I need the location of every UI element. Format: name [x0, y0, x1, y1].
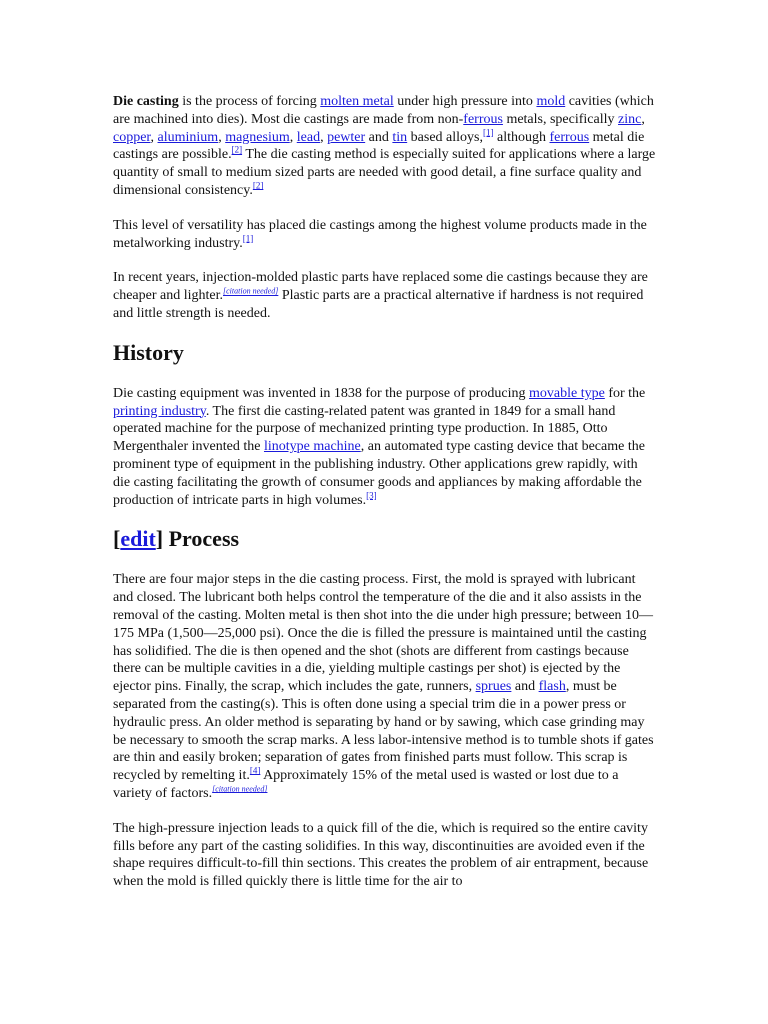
- heading-process: [113, 526, 658, 552]
- text: This level of versatility has placed die castings among the highest volume products made in the metalworking industry.: [113, 217, 647, 251]
- text: and: [511, 679, 539, 695]
- link-pewter[interactable]: pewter: [327, 129, 366, 145]
- text: based alloys,: [407, 129, 483, 145]
- text: Die casting equipment was invented in 1838 for the purpose of producing: [113, 385, 530, 401]
- ref-link[interactable]: [4]: [249, 765, 261, 776]
- text: The high-pressure injection leads to a quick fill of the die, which is required so the entire cavity fills before any part of the casting solidifies. In this way, discontinuities are avoided even if the shape requires difficult-to-fill thin sections. This creates the problem of air entrapment, because when the mold is filled quickly there is little time for the air to: [113, 820, 649, 890]
- link-ferrous-2[interactable]: ferrous: [549, 129, 590, 145]
- text: The die casting method is especially suited for applications where a large quantity of small to medium sized parts are needed with good detail, a fine surface quality and dimensional consistency.: [113, 147, 656, 198]
- process-paragraph-2: [113, 820, 658, 891]
- text: , an automated type casting device that became the prominent type of equipment in the publishing industry. Other applications grew rapidly, with die casting facilitating the growth of consumer goods and appliances by making affordable the production of intricate parts in high volumes.: [113, 439, 645, 508]
- text: ,: [320, 129, 328, 145]
- ref-link[interactable]: [1]: [242, 232, 254, 243]
- edit-bracket: [: [113, 526, 121, 552]
- citation-ref: [366, 490, 377, 500]
- citation-ref: [232, 145, 243, 155]
- text: for the: [604, 385, 646, 401]
- text: ,: [641, 111, 645, 127]
- heading-text: Process: [163, 526, 240, 552]
- text: . The first die casting-related patent was granted in 1849 for a small hand operated machine for the purpose of mechanized printing type production. In 1885, Otto Mergenthaler invented the: [113, 403, 616, 455]
- text: There are four major steps in the die casting process. First, the mold is sprayed with lubricant and closed. The lubricant both helps control the temperature of the die and it also assists in the removal of the casting. Molten metal is then shot into the die under high pressure; between 10—175 MPa (1,500—25,000 psi). Once the die is filled the pressure is maintained until the casting has solidified. The die is then opened and the shot (shots are different from castings because there can be multiple cavities in a die, yielding multiple castings per shot) is ejected by the ejector pins. Finally, the scrap, which includes the gate, runners,: [113, 572, 654, 695]
- link-ferrous[interactable]: ferrous: [463, 111, 503, 127]
- link-lead[interactable]: lead: [296, 129, 321, 145]
- history-paragraph: [113, 385, 658, 510]
- text: under high pressure into: [393, 94, 537, 109]
- citation-ref: [483, 127, 494, 137]
- text: metal die castings are possible.: [113, 129, 645, 163]
- link-printing-industry[interactable]: printing industry: [113, 403, 206, 419]
- text: ,: [289, 129, 297, 145]
- link-magnesium[interactable]: magnesium: [225, 129, 290, 145]
- text: is the process of forcing: [178, 94, 321, 109]
- intro-paragraph-1: [113, 93, 658, 200]
- edit-link[interactable]: edit: [120, 526, 156, 552]
- link-molten-metal[interactable]: molten metal: [320, 94, 394, 109]
- citation-ref: [250, 765, 261, 775]
- ref-link[interactable]: [2]: [231, 144, 243, 155]
- text: and: [365, 129, 393, 145]
- text: ,: [150, 129, 158, 145]
- citation-needed-link[interactable]: [citation needed]: [212, 784, 268, 794]
- link-zinc[interactable]: zinc: [618, 111, 642, 127]
- link-mold[interactable]: mold: [536, 94, 566, 109]
- ref-link[interactable]: [1]: [483, 126, 494, 137]
- text: metals, specifically: [502, 111, 619, 127]
- text: cavities (which are machined into dies). Most die castings are made from non-: [113, 94, 654, 127]
- link-tin[interactable]: tin: [392, 129, 408, 145]
- text: although: [493, 129, 550, 145]
- link-sprues[interactable]: sprues: [475, 679, 512, 695]
- text: Plastic parts are a practical alternative if hardness is not required and little strength is needed.: [113, 288, 644, 321]
- link-movable-type[interactable]: movable type: [529, 385, 605, 401]
- citation-needed: [223, 287, 278, 296]
- citation-needed: [212, 784, 267, 793]
- heading-history: History: [113, 339, 184, 365]
- link-aluminium[interactable]: aluminium: [157, 129, 219, 145]
- intro-paragraph-2: [113, 217, 658, 253]
- link-linotype-machine[interactable]: linotype machine: [263, 439, 361, 455]
- text: ,: [218, 129, 226, 145]
- term-die-casting: Die casting: [113, 94, 179, 109]
- article-body: [113, 93, 658, 908]
- link-copper[interactable]: copper: [113, 129, 151, 145]
- ref-link[interactable]: [3]: [366, 489, 377, 500]
- edit-bracket: ]: [155, 526, 164, 552]
- citation-needed-link[interactable]: [citation needed]: [223, 286, 279, 296]
- intro-paragraph-3: [113, 269, 658, 322]
- text: , must be separated from the casting(s). This is often done using a special trim die in a power press or hydraulic press. An older method is separating by hand or by sawing, which case grinding may be necessary to smooth the scrap marks. A less labor-intensive method is to tumble shots if gates are thin and easily broken; separation of gates from finished parts must follow. This scrap is recycled by remelting it.: [113, 679, 654, 784]
- text: Approximately 15% of the metal used is wasted or lost due to a variety of factors.: [113, 768, 619, 801]
- ref-link[interactable]: [2]: [252, 180, 264, 191]
- text: In recent years, injection-molded plastic parts have replaced some die castings because they are cheaper and lighter.: [113, 270, 648, 304]
- citation-ref: [253, 180, 264, 190]
- link-flash[interactable]: flash: [538, 679, 566, 695]
- process-paragraph-1: [113, 571, 658, 802]
- citation-ref: [243, 233, 254, 243]
